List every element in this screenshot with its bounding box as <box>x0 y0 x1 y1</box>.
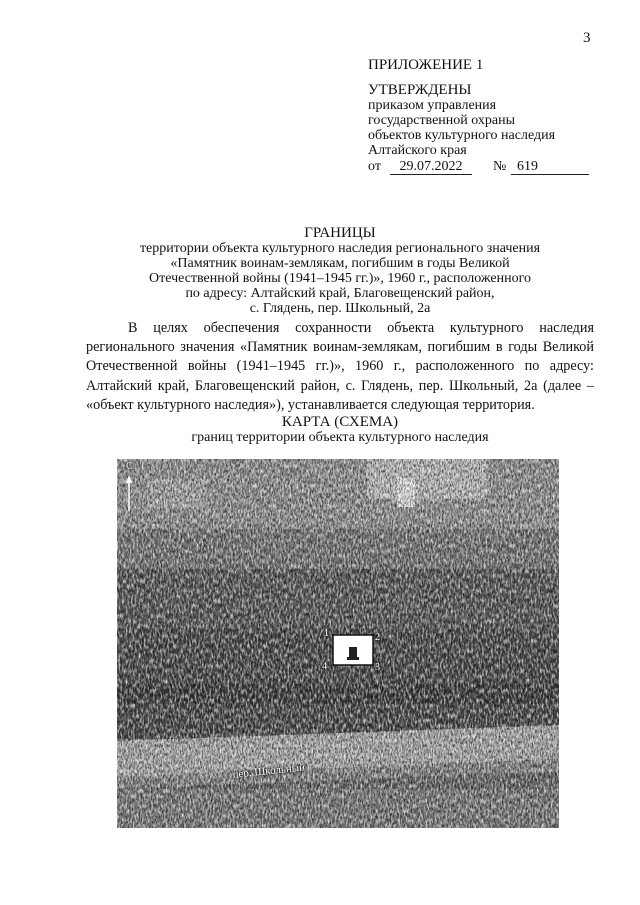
boundaries-title: ГРАНИЦЫ <box>304 225 376 241</box>
map-image <box>117 459 559 828</box>
order-line <box>368 159 608 177</box>
from-label: от <box>368 159 381 174</box>
boundary-point-label: 2 <box>375 632 380 643</box>
street-label: пер. Школьный <box>232 761 306 781</box>
approval-line: Алтайского края <box>368 143 467 158</box>
boundaries-line: с. Глядень, пер. Школьный, 2а <box>249 301 431 316</box>
approval-line: объектов культурного наследия <box>368 128 556 143</box>
territory-map <box>117 459 559 828</box>
map-subtitle: границ территории объекта культурного наследия <box>191 430 489 445</box>
map-heading <box>100 415 580 445</box>
boundaries-line: Отечественной войны (1941–1945 гг.)», 1960 г., расположенного <box>149 271 531 286</box>
approval-block <box>368 58 608 177</box>
boundaries-line: «Памятник воинам-землякам, погибшим в годы Великой <box>170 256 510 271</box>
approval-line: государственной охраны <box>368 113 516 128</box>
body-paragraph: В целях обеспечения сохранности объекта культурного наследия регионального значения «Памятник воинам-землякам, погибшим в годы Великой Отечественной войны (1941–1945 гг.)», 1960 г., расположенного по адресу: Алтайский край, Благовещенский район, с. Глядень, пер. Школьный, 2а (далее – «объект культурного наследия»), устанавливается следующая территория. <box>86 320 594 413</box>
order-date: 29.07.2022 <box>390 159 472 175</box>
boundary-point-label: 1 <box>324 628 329 639</box>
map-title: КАРТА (СХЕМА) <box>281 414 399 430</box>
approved-label: УТВЕРЖДЕНЫ <box>368 82 472 98</box>
boundary-point-label: 3 <box>375 662 380 673</box>
north-label: С <box>126 461 133 472</box>
boundaries-line: по адресу: Алтайский край, Благовещенский район, <box>185 286 495 301</box>
approval-line: приказом управления <box>368 98 497 113</box>
order-number: 619 <box>511 159 589 175</box>
boundaries-heading <box>100 226 580 316</box>
number-label: № <box>493 159 507 174</box>
page-number: 3 <box>583 30 591 46</box>
boundaries-line: территории объекта культурного наследия регионального значения <box>139 241 541 256</box>
appendix-label: ПРИЛОЖЕНИЕ 1 <box>368 57 484 73</box>
boundary-point-label: 4 <box>322 661 327 672</box>
